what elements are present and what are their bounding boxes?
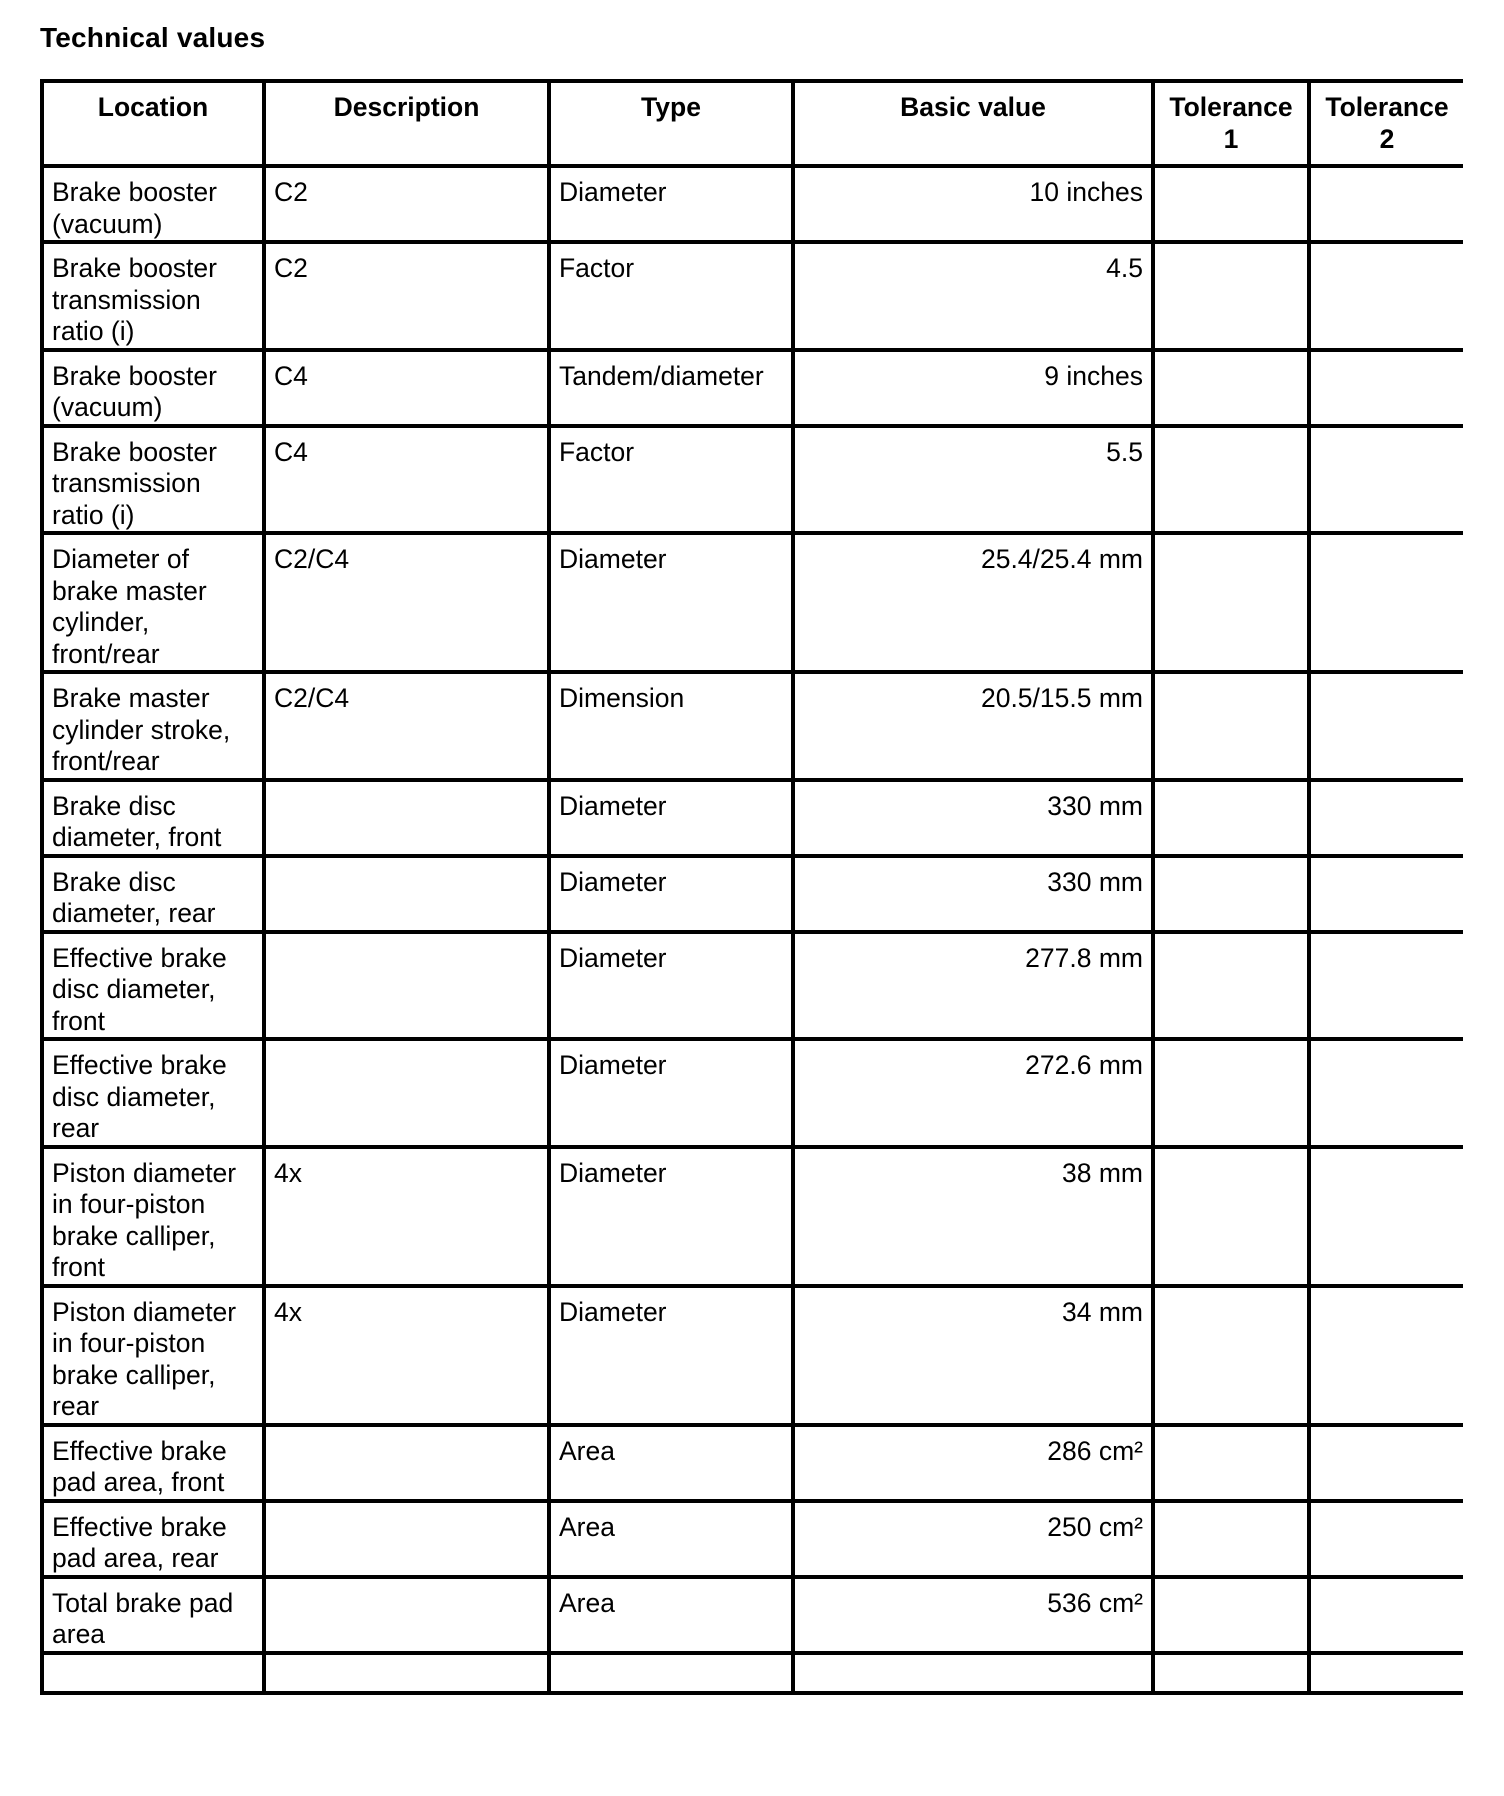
table-row xyxy=(42,932,1463,1040)
cell-basic-value: 9 inches xyxy=(793,350,1153,426)
cell-description: C2 xyxy=(264,242,549,350)
cell-type: Dimension xyxy=(549,672,793,780)
cell-basic-value: 4.5 xyxy=(793,242,1153,350)
cell-tolerance-1 xyxy=(1153,672,1309,780)
cell-continuation xyxy=(1309,1653,1463,1693)
cell-description: 4x xyxy=(264,1286,549,1425)
cell-tolerance-1 xyxy=(1153,426,1309,534)
cell-type: Diameter xyxy=(549,166,793,242)
table-row xyxy=(42,1039,1463,1147)
cell-tolerance-2 xyxy=(1309,533,1463,672)
table-row xyxy=(42,1501,1463,1577)
cell-type: Area xyxy=(549,1501,793,1577)
cell-tolerance-2 xyxy=(1309,780,1463,856)
cell-tolerance-2 xyxy=(1309,856,1463,932)
header-description: Description xyxy=(264,81,549,166)
cell-tolerance-2 xyxy=(1309,350,1463,426)
cell-type: Diameter xyxy=(549,780,793,856)
cell-type: Area xyxy=(549,1425,793,1501)
cell-location: Total brake pad area xyxy=(42,1577,264,1653)
cell-type: Area xyxy=(549,1577,793,1653)
cell-type: Tandem/diameter xyxy=(549,350,793,426)
cell-continuation xyxy=(42,1653,264,1693)
cell-tolerance-1 xyxy=(1153,1286,1309,1425)
cell-location: Effective brake pad area, rear xyxy=(42,1501,264,1577)
cell-continuation xyxy=(1153,1653,1309,1693)
cell-tolerance-2 xyxy=(1309,1577,1463,1653)
cell-description xyxy=(264,780,549,856)
cell-location: Piston diameter in four-piston brake calliper, rear xyxy=(42,1286,264,1425)
cell-description xyxy=(264,1425,549,1501)
cell-basic-value: 277.8 mm xyxy=(793,932,1153,1040)
cell-description xyxy=(264,1039,549,1147)
table-row xyxy=(42,350,1463,426)
table-row xyxy=(42,533,1463,672)
cell-location: Brake master cylinder stroke, front/rear xyxy=(42,672,264,780)
cell-description xyxy=(264,856,549,932)
cell-tolerance-2 xyxy=(1309,166,1463,242)
cell-tolerance-1 xyxy=(1153,932,1309,1040)
table-row xyxy=(42,1147,1463,1286)
cell-tolerance-2 xyxy=(1309,242,1463,350)
cell-type: Diameter xyxy=(549,1286,793,1425)
cell-tolerance-2 xyxy=(1309,1039,1463,1147)
cell-type: Factor xyxy=(549,242,793,350)
cell-tolerance-1 xyxy=(1153,166,1309,242)
cell-type: Diameter xyxy=(549,1147,793,1286)
cell-description: 4x xyxy=(264,1147,549,1286)
cell-tolerance-1 xyxy=(1153,780,1309,856)
cell-tolerance-2 xyxy=(1309,1286,1463,1425)
cell-basic-value: 20.5/15.5 mm xyxy=(793,672,1153,780)
table-row xyxy=(42,856,1463,932)
cell-tolerance-1 xyxy=(1153,242,1309,350)
cell-description: C4 xyxy=(264,426,549,534)
cell-description: C4 xyxy=(264,350,549,426)
cell-tolerance-2 xyxy=(1309,1425,1463,1501)
cell-basic-value: 25.4/25.4 mm xyxy=(793,533,1153,672)
cell-basic-value: 34 mm xyxy=(793,1286,1153,1425)
header-tolerance-1: Tolerance 1 xyxy=(1153,81,1309,166)
cell-tolerance-1 xyxy=(1153,1501,1309,1577)
cell-basic-value: 272.6 mm xyxy=(793,1039,1153,1147)
cell-location: Piston diameter in four-piston brake calliper, front xyxy=(42,1147,264,1286)
cell-location: Brake booster (vacuum) xyxy=(42,166,264,242)
cell-tolerance-1 xyxy=(1153,1577,1309,1653)
cell-location: Brake booster transmission ratio (i) xyxy=(42,426,264,534)
cell-location: Brake disc diameter, rear xyxy=(42,856,264,932)
cell-type: Factor xyxy=(549,426,793,534)
cell-continuation xyxy=(549,1653,793,1693)
header-row xyxy=(42,81,1463,166)
cell-tolerance-1 xyxy=(1153,856,1309,932)
cell-tolerance-1 xyxy=(1153,1039,1309,1147)
table-row xyxy=(42,166,1463,242)
technical-values-table-container xyxy=(40,79,1463,1796)
cell-location: Effective brake disc diameter, front xyxy=(42,932,264,1040)
cell-basic-value: 330 mm xyxy=(793,780,1153,856)
table-row xyxy=(42,780,1463,856)
cell-basic-value: 330 mm xyxy=(793,856,1153,932)
cell-continuation xyxy=(264,1653,549,1693)
header-type: Type xyxy=(549,81,793,166)
cell-basic-value: 38 mm xyxy=(793,1147,1153,1286)
page-title: Technical values xyxy=(40,22,266,53)
table-row-continuation xyxy=(42,1653,1463,1693)
cell-tolerance-1 xyxy=(1153,533,1309,672)
cell-tolerance-2 xyxy=(1309,1147,1463,1286)
cell-description: C2/C4 xyxy=(264,533,549,672)
cell-location: Effective brake pad area, front xyxy=(42,1425,264,1501)
cell-type: Diameter xyxy=(549,932,793,1040)
table-row xyxy=(42,1425,1463,1501)
cell-tolerance-2 xyxy=(1309,1501,1463,1577)
table-row xyxy=(42,1286,1463,1425)
cell-location: Brake booster transmission ratio (i) xyxy=(42,242,264,350)
cell-tolerance-1 xyxy=(1153,1425,1309,1501)
cell-location: Effective brake disc diameter, rear xyxy=(42,1039,264,1147)
cell-description: C2/C4 xyxy=(264,672,549,780)
table-body xyxy=(42,166,1463,1693)
cell-tolerance-1 xyxy=(1153,350,1309,426)
cell-basic-value: 250 cm² xyxy=(793,1501,1153,1577)
cell-location: Diameter of brake master cylinder, front/rear xyxy=(42,533,264,672)
cell-basic-value: 286 cm² xyxy=(793,1425,1153,1501)
cell-type: Diameter xyxy=(549,1039,793,1147)
cell-tolerance-1 xyxy=(1153,1147,1309,1286)
cell-description xyxy=(264,932,549,1040)
cell-basic-value: 10 inches xyxy=(793,166,1153,242)
cell-type: Diameter xyxy=(549,856,793,932)
cell-location: Brake disc diameter, front xyxy=(42,780,264,856)
technical-values-table xyxy=(40,79,1463,1695)
cell-location: Brake booster (vacuum) xyxy=(42,350,264,426)
cell-tolerance-2 xyxy=(1309,932,1463,1040)
cell-basic-value: 5.5 xyxy=(793,426,1153,534)
cell-continuation xyxy=(793,1653,1153,1693)
header-tolerance-2: Tolerance 2 xyxy=(1309,81,1463,166)
table-row xyxy=(42,1577,1463,1653)
cell-tolerance-2 xyxy=(1309,672,1463,780)
cell-basic-value: 536 cm² xyxy=(793,1577,1153,1653)
table-row xyxy=(42,242,1463,350)
header-basic-value: Basic value xyxy=(793,81,1153,166)
table-row xyxy=(42,426,1463,534)
cell-description: C2 xyxy=(264,166,549,242)
cell-description xyxy=(264,1577,549,1653)
cell-tolerance-2 xyxy=(1309,426,1463,534)
header-location: Location xyxy=(42,81,264,166)
cell-type: Diameter xyxy=(549,533,793,672)
table-row xyxy=(42,672,1463,780)
cell-description xyxy=(264,1501,549,1577)
